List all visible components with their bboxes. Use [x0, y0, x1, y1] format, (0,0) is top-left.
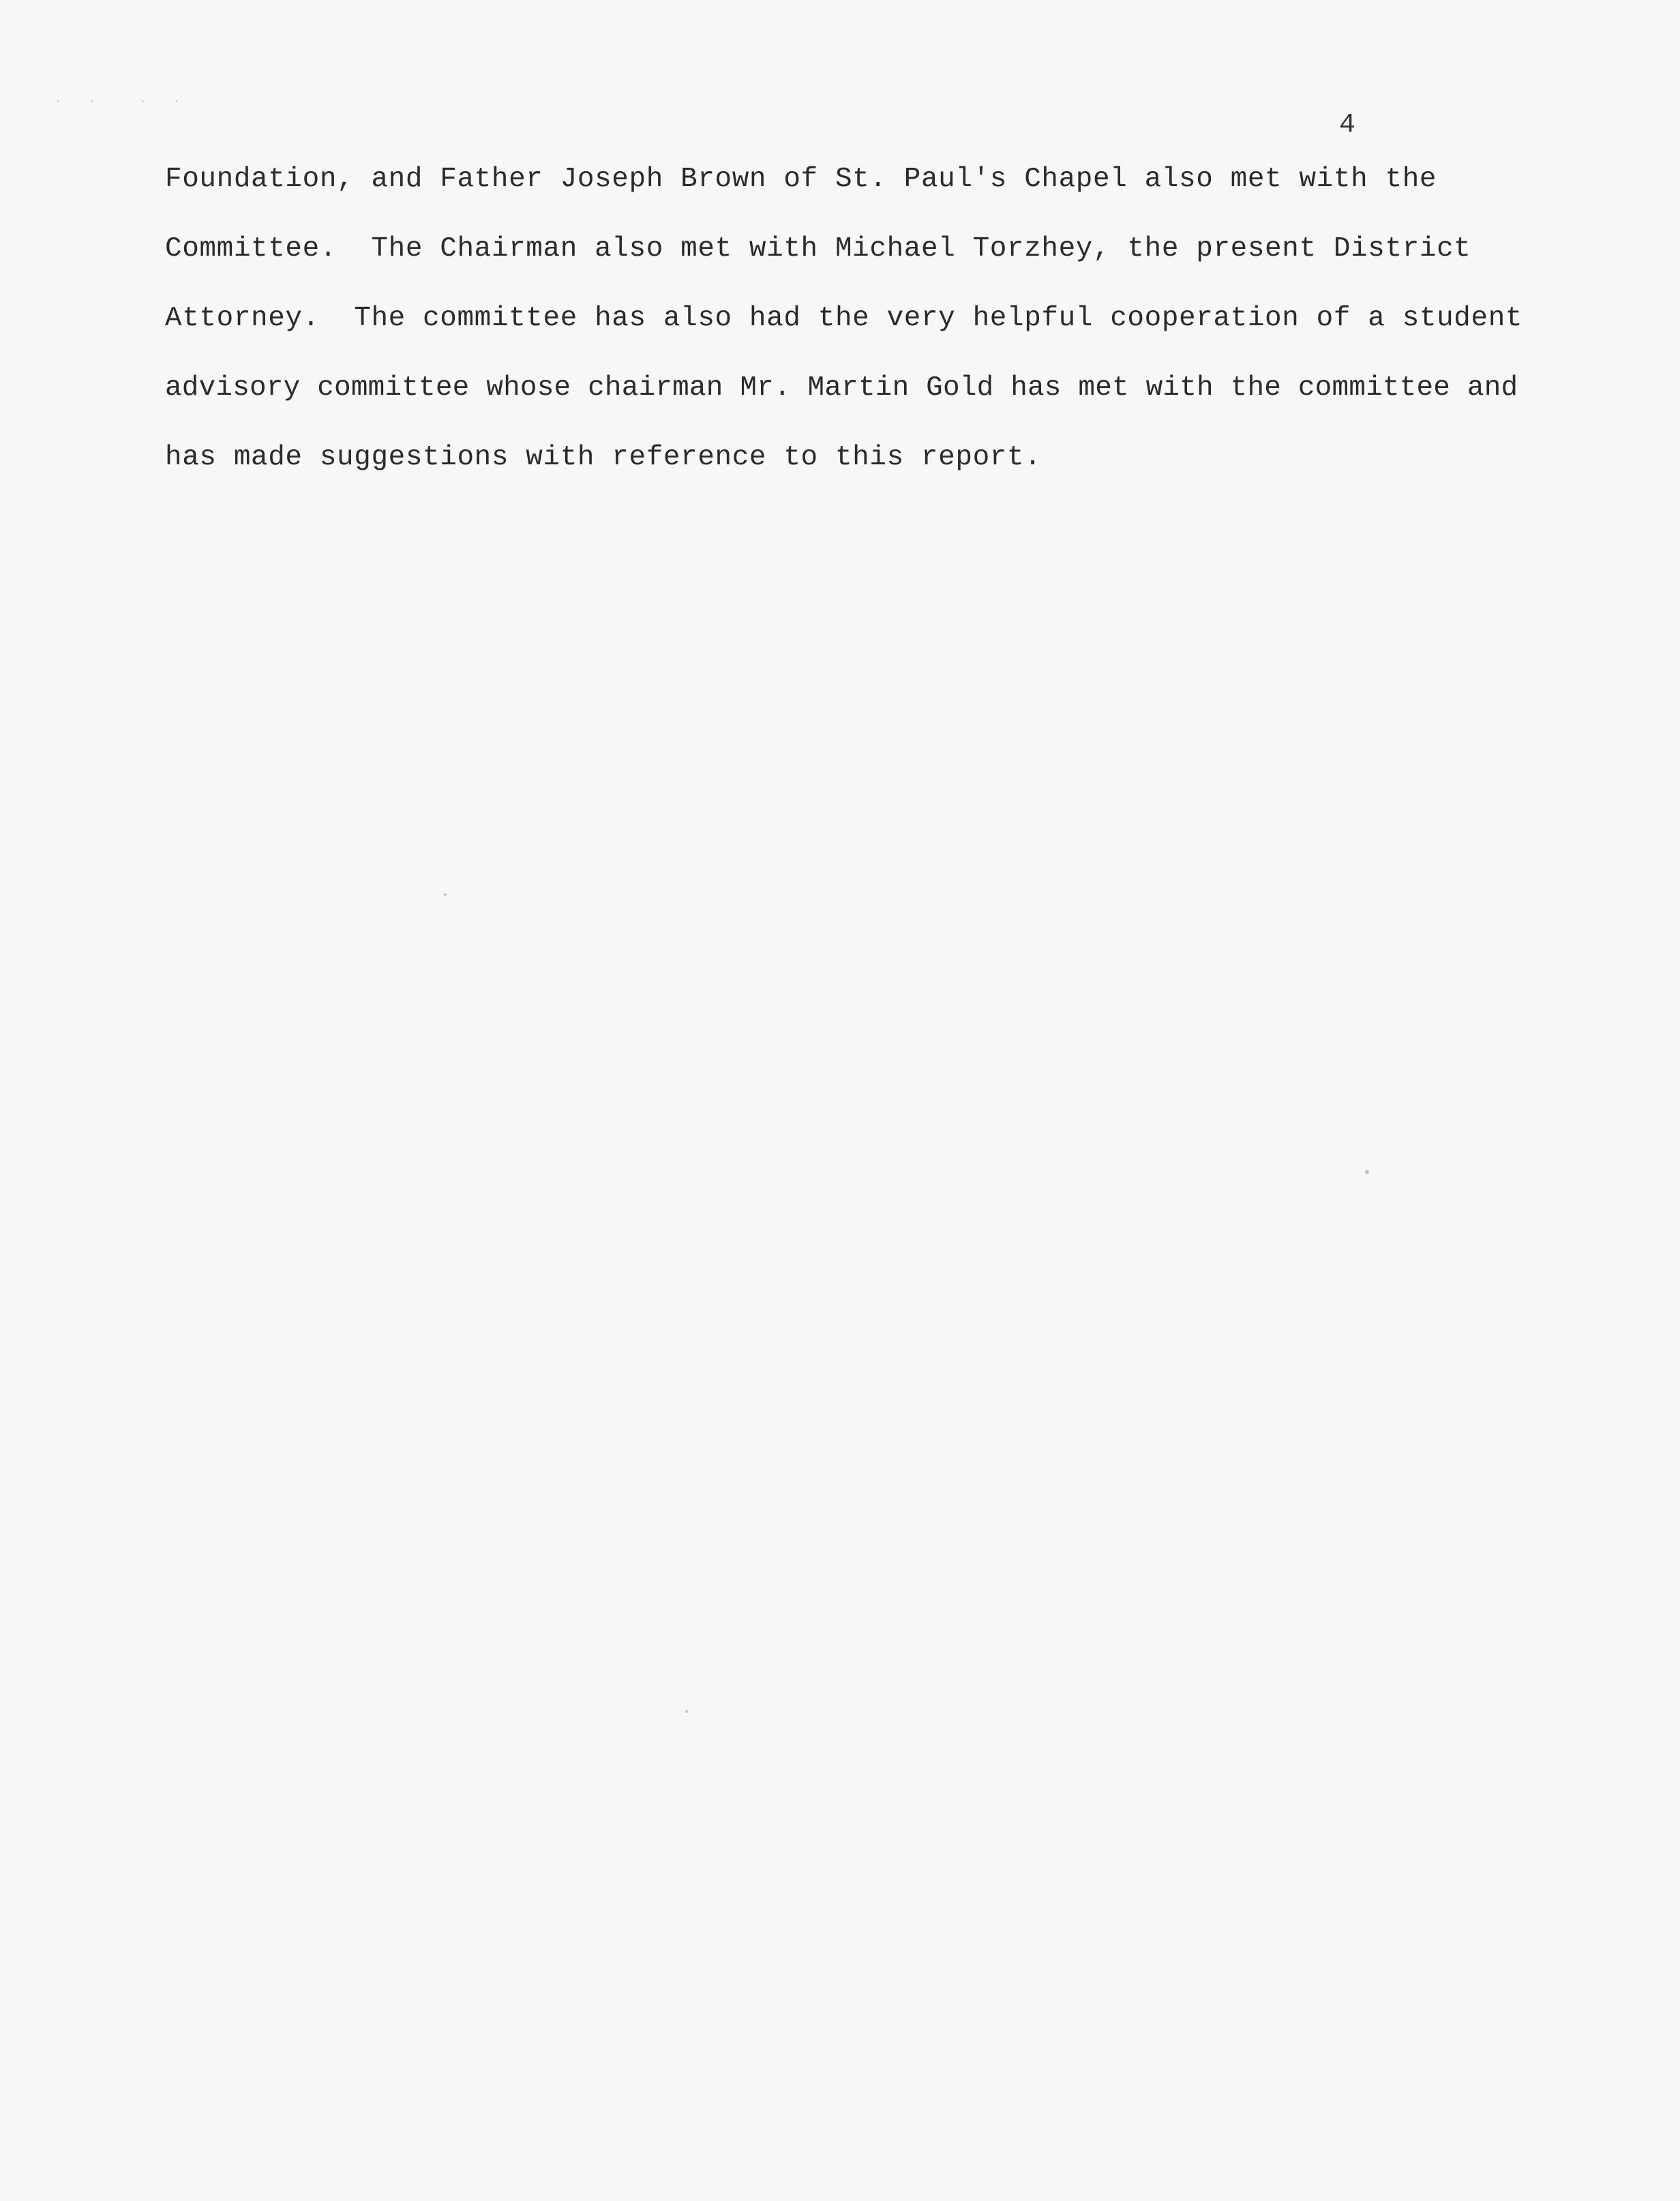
- paper-speck: [685, 1710, 688, 1713]
- text-line: advisory committee whose chairman Mr. Martin Gold has met with the committee and: [165, 372, 1518, 404]
- paper-speck: [1365, 1170, 1369, 1174]
- page-number: 4: [1339, 110, 1356, 140]
- text-line: Attorney. The committee has also had the very helpful cooperation of a student: [165, 303, 1523, 334]
- body-paragraph: [165, 145, 1556, 492]
- paper-emboss-mark: · · · ·: [55, 95, 190, 109]
- text-line: Foundation, and Father Joseph Brown of St. Paul's Chapel also met with the: [165, 164, 1437, 195]
- paper-speck: [444, 893, 447, 896]
- text-line: Committee. The Chairman also met with Michael Torzhey, the present District: [165, 233, 1471, 265]
- text-line: has made suggestions with reference to this report.: [165, 442, 1042, 473]
